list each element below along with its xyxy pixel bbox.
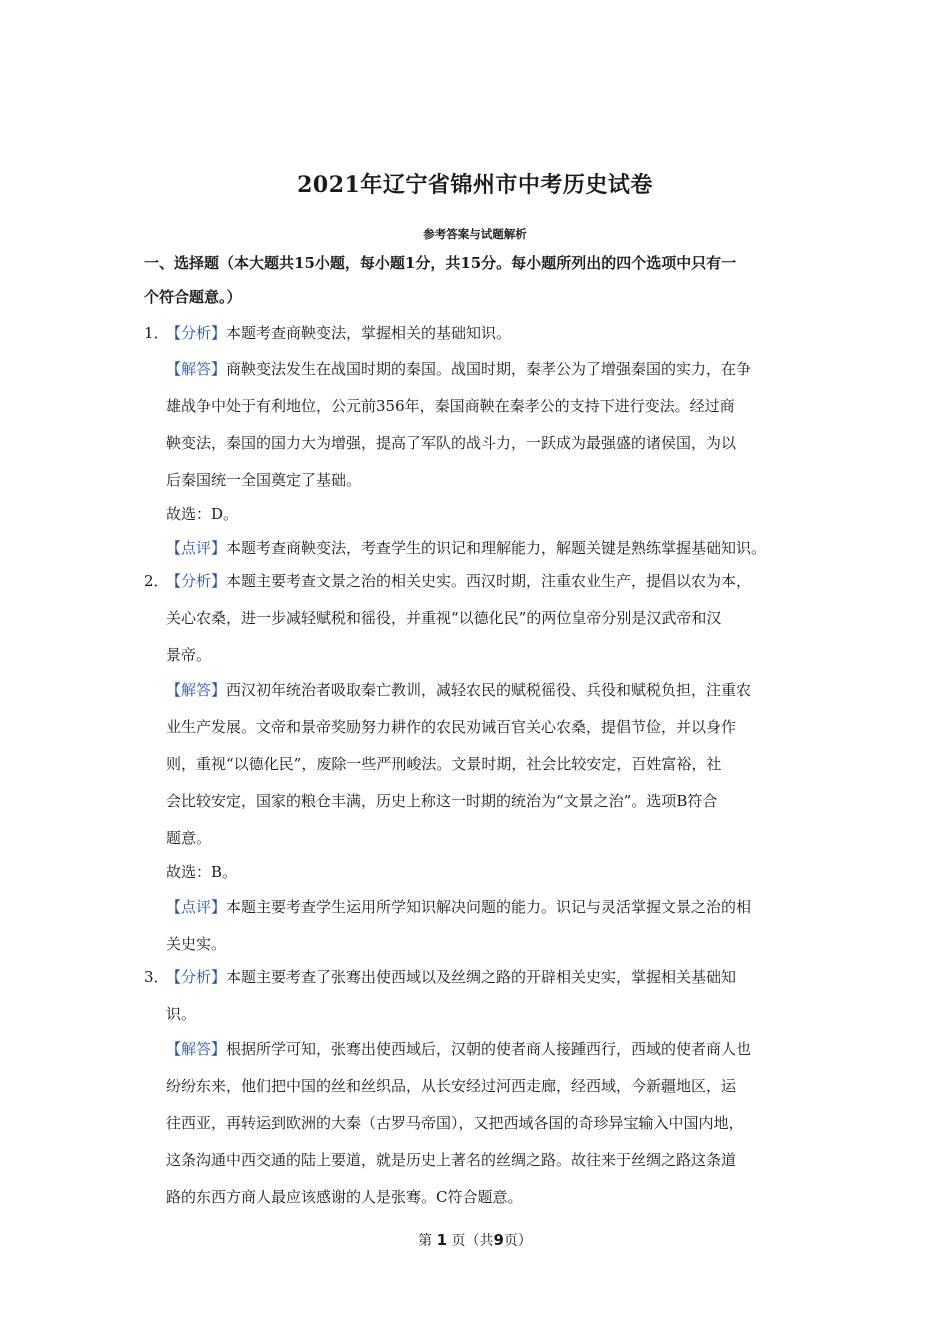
analysis-tag: 【分析】	[166, 324, 227, 342]
question-2-comment-line-2: 关史实。	[166, 935, 227, 953]
question-3-answer-line-1: 【解答】根据所学可知，张骞出使西域后，汉朝的使者商人接踵西行，西域的使者商人也	[166, 1040, 752, 1058]
section-heading	[144, 246, 814, 314]
answer-tag: 【解答】	[166, 360, 227, 378]
question-2-analysis-line-2: 关心农桑，进一步减轻赋税和徭役，并重视“以德化民”的两位皇帝分别是汉武帝和汉	[166, 609, 722, 627]
question-1-number: 1．	[144, 324, 169, 342]
question-3-answer-line-2: 纷纷东来，他们把中国的丝和丝织品，从长安经过河西走廊，经西域，今新疆地区，运	[166, 1077, 737, 1095]
question-2-number: 2．	[144, 572, 169, 590]
section-heading-line-1: 一、选择题（本大题共15小题，每小题1分，共15分。每小题所列出的四个选项中只有一	[144, 254, 737, 272]
page-footer	[0, 1230, 950, 1250]
comment-tag: 【点评】	[166, 898, 227, 916]
footer-suffix: 页）	[503, 1233, 532, 1249]
question-3-answer-line-5: 路的东西方商人最应该感谢的人是张骞。C符合题意。	[166, 1188, 523, 1206]
question-1-answer-line-2: 雄战争中处于有利地位，公元前356年，秦国商鞅在秦孝公的支持下进行变法。经过商	[166, 397, 735, 415]
question-3-analysis-line-1: 【分析】本题主要考查了张骞出使西域以及丝绸之路的开辟相关史实，掌握相关基础知	[166, 968, 737, 986]
question-3-answer-line-3: 往西亚，再转运到欧洲的大秦（古罗马帝国），又把西域各国的奇珍异宝输入中国内地，	[166, 1114, 744, 1132]
page-title: 2021年辽宁省锦州市中考历史试卷	[297, 172, 653, 198]
question-1-answer-line-1: 【解答】商鞅变法发生在战国时期的秦国。战国时期，秦孝公为了增强秦国的实力，在争	[166, 360, 752, 378]
question-1-analysis-text: 本题考查商鞅变法，掌握相关的基础知识。	[226, 324, 512, 342]
question-1-answer-line-4: 后秦国统一全国奠定了基础。	[166, 471, 362, 489]
question-2-answer-line-3: 则，重视“以德化民”，废除一些严刑峻法。文景时期，社会比较安定，百姓富裕，社	[166, 755, 722, 773]
question-3-analysis-line-2: 识。	[166, 1005, 197, 1023]
footer-page-number: 1	[436, 1231, 447, 1249]
footer-total-pages: 9	[493, 1231, 504, 1249]
question-3-number: 3．	[144, 968, 169, 986]
question-1-answer-line-3: 鞅变法，秦国的国力大为增强，提高了军队的战斗力，一跃成为最强盛的诸侯国，为以	[166, 434, 737, 452]
analysis-tag: 【分析】	[166, 572, 227, 590]
answer-tag: 【解答】	[166, 681, 227, 699]
question-1-choice: 故选：D。	[166, 505, 239, 523]
comment-tag: 【点评】	[166, 539, 227, 557]
question-2-comment-line-1: 【点评】本题主要考查学生运用所学知识解决问题的能力。识记与灵活掌握文景之治的相	[166, 898, 752, 916]
question-2-answer-line-4: 会比较安定，国家的粮仓丰满，历史上称这一时期的统治为“文景之治”。选项B符合	[166, 792, 718, 810]
question-3-answer-line-4: 这条沟通中西交通的陆上要道，就是历史上著名的丝绸之路。故往来于丝绸之路这条道	[166, 1151, 737, 1169]
question-2-answer-line-5: 题意。	[166, 829, 212, 847]
section-heading-line-2: 个符合题意。）	[144, 288, 242, 306]
footer-prefix: 第	[418, 1233, 433, 1249]
question-1-analysis	[166, 322, 511, 344]
question-2-analysis-line-3: 景帝。	[166, 646, 212, 664]
question-2-analysis-line-1: 【分析】本题主要考查文景之治的相关史实。西汉时期，注重农业生产，提倡以农为本，	[166, 572, 752, 590]
question-2-answer-line-1: 【解答】西汉初年统治者吸取秦亡教训，减轻农民的赋税徭役、兵役和赋税负担，注重农	[166, 681, 752, 699]
footer-middle: 页（共	[451, 1233, 494, 1249]
question-1-comment: 【点评】本题考查商鞅变法，考查学生的识记和理解能力，解题关键是熟练掌握基础知识。	[166, 539, 767, 557]
question-2-answer-line-2: 业生产发展。文帝和景帝奖励努力耕作的农民劝诫百官关心农桑，提倡节俭，并以身作	[166, 718, 737, 736]
analysis-tag: 【分析】	[166, 968, 227, 986]
question-2-choice: 故选：B。	[166, 863, 238, 881]
page-subtitle: 参考答案与试题解析	[423, 227, 527, 241]
answer-tag: 【解答】	[166, 1040, 227, 1058]
